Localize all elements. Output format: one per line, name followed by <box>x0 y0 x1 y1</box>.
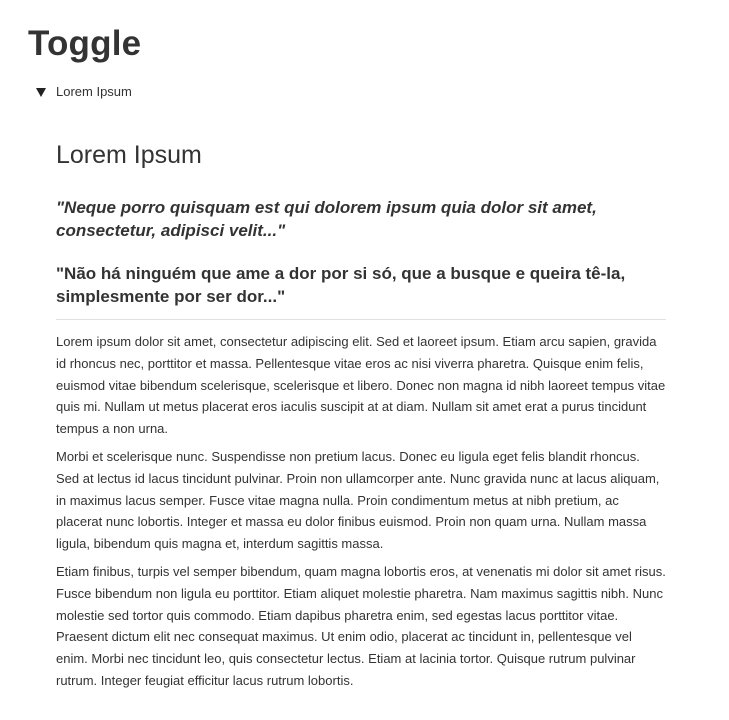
divider <box>56 319 666 320</box>
paragraphs <box>56 331 666 698</box>
toggle-label[interactable]: Lorem Ipsum <box>56 84 132 99</box>
triangle-down-icon[interactable] <box>36 88 46 97</box>
quote-portuguese: "Não há ninguém que ame a dor por si só, que a busque e queira tê-la, simplesmente por ser dor..." <box>56 264 626 306</box>
quote-latin: "Neque porro quisquam est qui dolorem ipsum quia dolor sit amet, consectetur, adipisci velit..." <box>56 198 597 240</box>
toggle-header[interactable] <box>36 82 132 102</box>
paragraph-1: Lorem ipsum dolor sit amet, consectetur adipiscing elit. Sed et laoreet ipsum. Etiam arcu sapien, gravida id rhoncus nec, porttitor et massa. Pellentesque vitae eros ac nisi viverra pharetra. Quisque enim felis, euismod vitae bibendum scelerisque, scelerisque et libero. Donec non magna id nibh laoreet tempus vitae quis mi. Nullam ut metus placerat eros iaculis suscipit at at diam. Nullam sit amet erat a purus tincidunt tempus a non urna. <box>56 334 666 437</box>
paragraph-2: Morbi et scelerisque nunc. Suspendisse non pretium lacus. Donec eu ligula eget felis blandit rhoncus. Sed at lectus id lacus tincidunt pulvinar. Proin non ullamcorper ante. Nunc gravida nunc at lacus aliquam, in maximus lacus semper. Fusce vitae magna nulla. Proin condimentum metus at nibh pretium, ac placerat nunc lobortis. Integer et massa eu dolor finibus euismod. Proin non quam urna. Nullam massa ligula, bibendum quis magna et, interdum sagittis massa. <box>56 448 660 552</box>
paragraph-3: Etiam finibus, turpis vel semper bibendum, quam magna lobortis eros, at venenatis mi dolor sit amet risus. Fusce bibendum non ligula eu porttitor. Etiam aliquet molestie pharetra. Nam maximus sagittis nibh. Nunc molestie sed tortor quis commodo. Etiam dapibus pharetra enim, sed egestas lacus porttitor vitae. Praesent dictum elit nec consequat maximus. Ut enim odio, placerat ac tincidunt in, pellentesque vel enim. Morbi nec tincidunt leo, quis consectetur lectus. Etiam at lacinia tortor. Quisque rutrum pulvinar rutrum. Integer feugiat efficitur lacus rutrum lobortis. <box>56 563 666 688</box>
page-title: Toggle <box>28 24 142 63</box>
content-heading: Lorem Ipsum <box>56 141 202 169</box>
